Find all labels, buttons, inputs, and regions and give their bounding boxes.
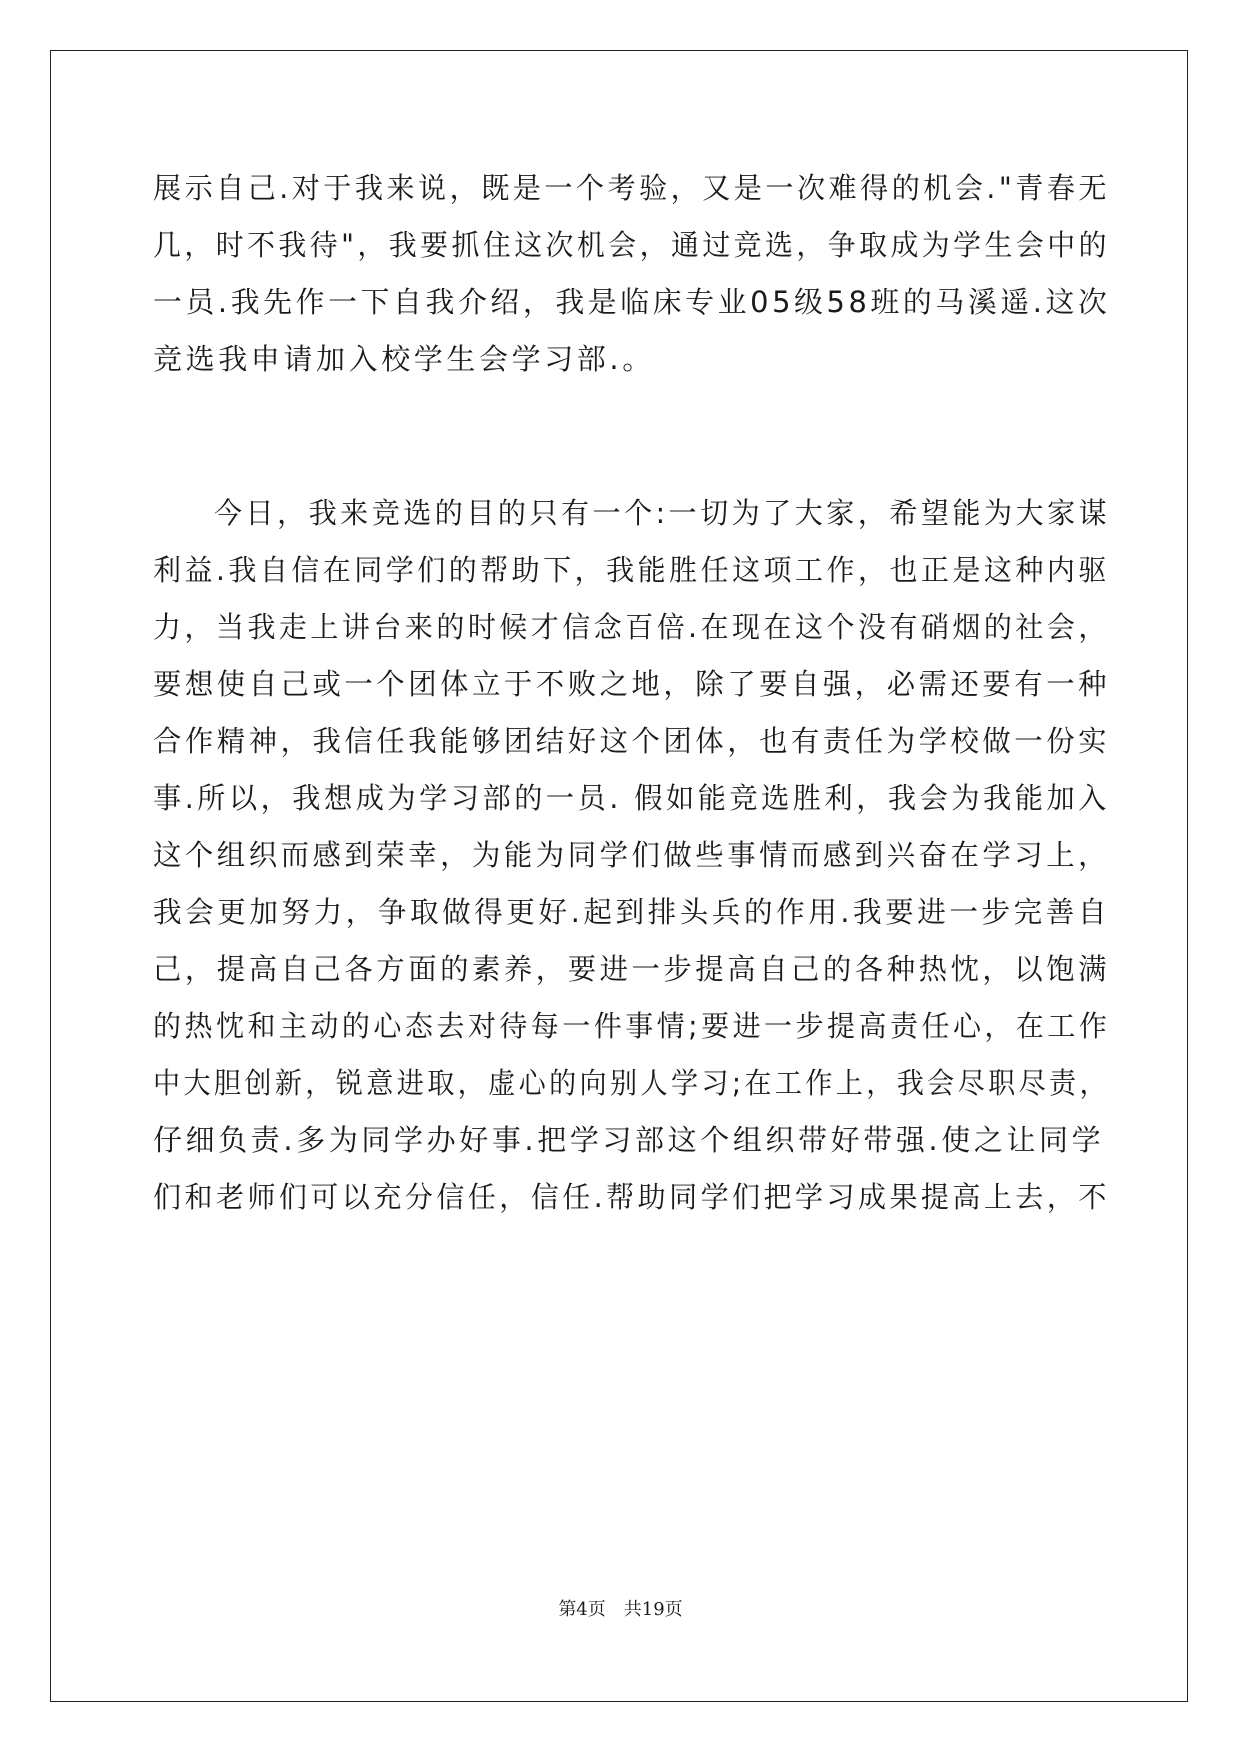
current-page-number: 第4页 bbox=[558, 1599, 606, 1620]
text-line: 合作精神，我信任我能够团结好这个团体，也有责任为学校做一份实 bbox=[153, 724, 1111, 758]
text-line: 仔细负责.多为同学办好事.把学习部这个组织带好带强.使之让同学 bbox=[153, 1123, 1105, 1157]
text-line: 中大胆创新，锐意进取，虚心的向别人学习;在工作上，我会尽职尽责， bbox=[153, 1066, 1110, 1100]
text-line: 利益.我自信在同学们的帮助下，我能胜任这项工作，也正是这种内驱 bbox=[153, 553, 1110, 587]
text-line: 今日，我来竞选的目的只有一个:一切为了大家，希望能为大家谋 bbox=[214, 496, 1111, 530]
text-line: 事.所以，我想成为学习部的一员. 假如能竞选胜利，我会为我能加入 bbox=[153, 781, 1110, 815]
text-line: 这个组织而感到荣幸，为能为同学们做些事情而感到兴奋在学习上， bbox=[153, 838, 1111, 872]
text-line: 己，提高自己各方面的素养，要进一步提高自己的各种热忱，以饱满 bbox=[153, 952, 1111, 986]
text-line: 竞选我申请加入校学生会学习部.。 bbox=[153, 342, 655, 376]
text-line: 我会更加努力，争取做得更好.起到排头兵的作用.我要进一步完善自 bbox=[153, 895, 1111, 929]
text-line: 几，时不我待"，我要抓住这次机会，通过竞选，争取成为学生会中的 bbox=[153, 228, 1110, 262]
text-line: 们和老师们可以充分信任，信任.帮助同学们把学习成果提高上去，不 bbox=[153, 1180, 1110, 1214]
text-line: 的热忱和主动的心态去对待每一件事情;要进一步提高责任心，在工作 bbox=[153, 1009, 1111, 1043]
page-footer bbox=[0, 1598, 1241, 1622]
text-line: 力，当我走上讲台来的时候才信念百倍.在现在这个没有硝烟的社会， bbox=[153, 610, 1110, 644]
text-line: 要想使自己或一个团体立于不败之地，除了要自强，必需还要有一种 bbox=[153, 667, 1111, 701]
text-line: 展示自己.对于我来说，既是一个考验，又是一次难得的机会."青春无 bbox=[153, 171, 1110, 205]
text-line: 一员.我先作一下自我介绍，我是临床专业05级58班的马溪遥.这次 bbox=[153, 285, 1111, 319]
total-pages: 共19页 bbox=[623, 1599, 683, 1620]
